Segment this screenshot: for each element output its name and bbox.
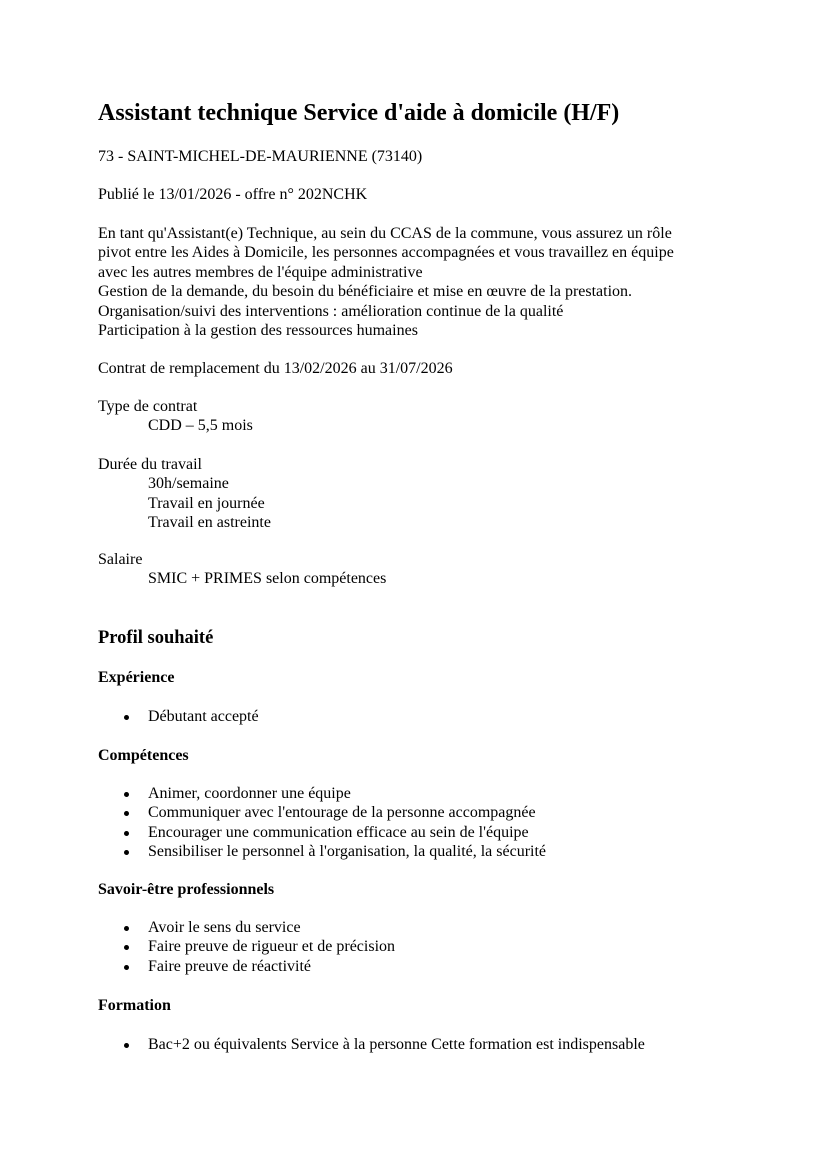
list-item: Avoir le sens du service bbox=[98, 918, 395, 937]
education-list bbox=[98, 1035, 645, 1054]
soft-skills-heading: Savoir-être professionnels bbox=[98, 881, 275, 898]
profile-heading: Profil souhaité bbox=[98, 628, 214, 648]
job-title: Assistant technique Service d'aide à domicile (H/F) bbox=[98, 100, 620, 126]
list-item: Sensibiliser le personnel à l'organisation, la qualité, la sécurité bbox=[98, 842, 546, 861]
job-location: 73 - SAINT-MICHEL-DE-MAURIENNE (73140) bbox=[98, 148, 423, 165]
work-duration-section bbox=[98, 455, 271, 533]
list-item: Faire preuve de réactivité bbox=[98, 957, 395, 976]
experience-heading: Expérience bbox=[98, 669, 175, 686]
description-line: En tant qu'Assistant(e) Technique, au sein du CCAS de la commune, vous assurez un rôle bbox=[98, 225, 672, 242]
contract-type-label: Type de contrat bbox=[98, 398, 198, 415]
description-line: Participation à la gestion des ressources humaines bbox=[98, 322, 418, 340]
skills-heading: Compétences bbox=[98, 747, 189, 764]
skills-list bbox=[98, 784, 546, 862]
list-item: Encourager une communication efficace au sein de l'équipe bbox=[98, 823, 546, 842]
soft-skills-list bbox=[98, 918, 395, 976]
list-item: Animer, coordonner une équipe bbox=[98, 784, 546, 803]
contract-type-section bbox=[98, 397, 253, 436]
experience-list bbox=[98, 707, 259, 726]
work-duration-value: 30h/semaine bbox=[148, 475, 229, 493]
work-duration-value: Travail en astreinte bbox=[148, 514, 271, 532]
list-item: Débutant accepté bbox=[98, 707, 259, 726]
work-duration-value: Travail en journée bbox=[148, 494, 265, 512]
description-line: Organisation/suivi des interventions : amélioration continue de la qualité bbox=[98, 302, 564, 320]
contract-type-value: CDD – 5,5 mois bbox=[148, 417, 253, 435]
salary-section bbox=[98, 550, 386, 589]
salary-label: Salaire bbox=[98, 551, 143, 568]
job-description bbox=[98, 224, 674, 340]
publication-info: Publié le 13/01/2026 - offre n° 202NCHK bbox=[98, 186, 368, 203]
salary-value: SMIC + PRIMES selon compétences bbox=[148, 570, 387, 588]
description-line: pivot entre les Aides à Domicile, les personnes accompagnées et vous travaillez en équipe bbox=[98, 244, 674, 262]
list-item: Communiquer avec l'entourage de la personne accompagnée bbox=[98, 803, 546, 822]
description-line: avec les autres membres de l'équipe administrative bbox=[98, 263, 423, 281]
description-line: Gestion de la demande, du besoin du bénéficiaire et mise en œuvre de la prestation. bbox=[98, 283, 633, 301]
list-item: Bac+2 ou équivalents Service à la personne Cette formation est indispensable bbox=[98, 1035, 645, 1054]
education-heading: Formation bbox=[98, 997, 171, 1014]
work-duration-label: Durée du travail bbox=[98, 456, 202, 473]
list-item: Faire preuve de rigueur et de précision bbox=[98, 937, 395, 956]
contract-note: Contrat de remplacement du 13/02/2026 au 31/07/2026 bbox=[98, 360, 453, 377]
